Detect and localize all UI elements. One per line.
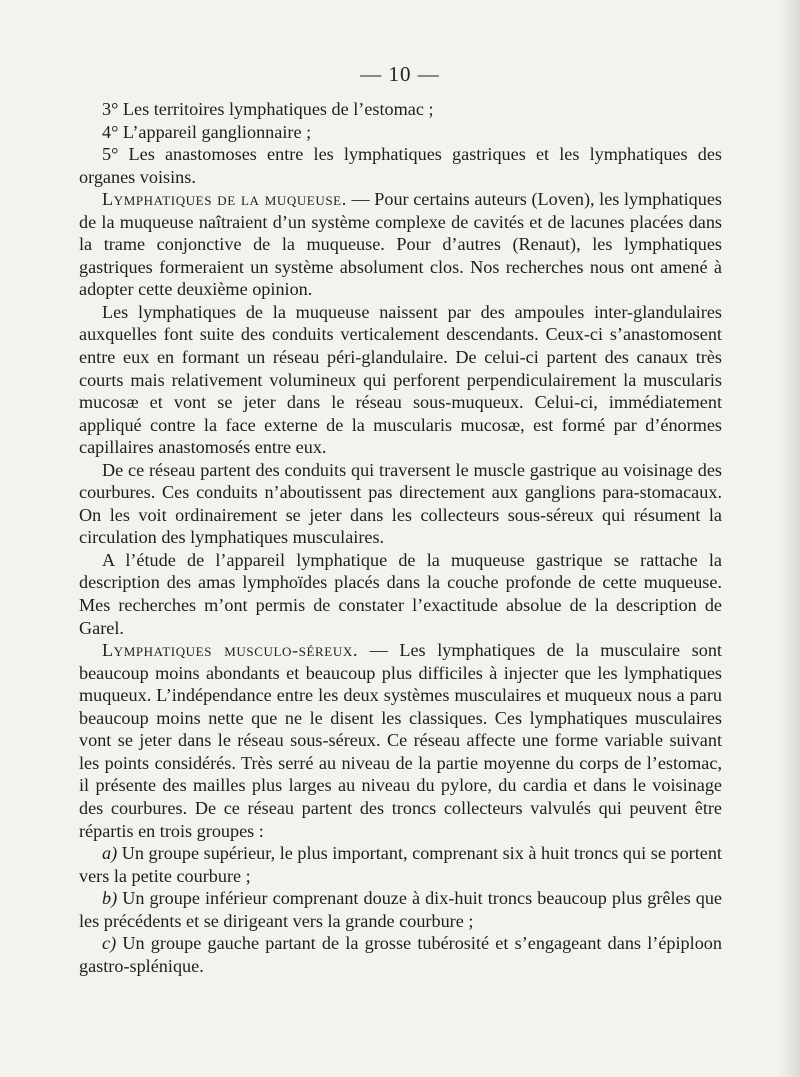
paragraph-origin: Les lymphatiques de la muqueuse naissent par des ampoules inter-glandulaires auxquelles font suite des conduits verticalement descendants. Ceux-ci s’anastomosent entre eux en formant un réseau péri-glandulaire. De celui-ci partent des canaux très courts mais relativement volumineux qui perforent perpendiculairement la muscularis mucosæ et vont se jeter dans le réseau sous-muqueux. Celui-ci, immédiatement appliqué contre la face externe de la muscularis mucosæ, est formé par d’énormes capillaires anastomosés entre eux. — [79, 301, 722, 458]
group-text: Un groupe inférieur comprenant douze à dix-huit troncs beaucoup plus grêles que les précédents et se dirigeant vers la grande courbure ; — [79, 888, 722, 931]
group-letter: a) — [102, 843, 118, 864]
group-item-a — [79, 842, 722, 887]
group-item-c — [79, 932, 722, 977]
page-number: — 10 — — [360, 62, 440, 86]
paragraph-lymphoid: A l’étude de l’appareil lymphatique de la muqueuse gastrique se rattache la description des amas lymphoïdes placés dans la couche profonde de cette muqueuse. Mes recherches m’ont permis de constater l’exactitude absolue de la description de Garel. — [79, 549, 722, 638]
page-edge-shadow — [778, 0, 800, 1077]
group-letter: c) — [102, 933, 117, 954]
group-item-b — [79, 887, 722, 932]
paragraph-muqueuse-intro — [79, 188, 722, 301]
group-text: Un groupe gauche partant de la grosse tubérosité et s’engageant dans l’épiploon gastro-splénique. — [79, 933, 722, 976]
paragraph-musculo-sereux-intro — [79, 639, 722, 842]
paragraph-text: — Pour certains auteurs (Loven), les lymphatiques de la muqueuse naîtraient d’un système complexe de cavités et de lacunes placées dans la trame conjonctive de la muqueuse. Pour d’autres (Renaut), les lymphatiques gastriques formeraient un système absolument clos. Nos recherches nous ont amené à adopter cette deuxième opinion. — [79, 189, 722, 300]
section-heading-musculo-sereux: Lymphatiques musculo-séreux. — [102, 640, 358, 661]
group-letter: b) — [102, 888, 118, 909]
list-item-3: 3° Les territoires lymphatiques de l’estomac ; — [102, 99, 434, 119]
list-item-5: 5° Les anastomoses entre les lymphatiques gastriques et les lymphatiques des organes voisins. — [79, 144, 722, 187]
group-text: Un groupe supérieur, le plus important, comprenant six à huit troncs qui se portent vers la petite courbure ; — [79, 843, 722, 886]
paragraph-conduits: De ce réseau partent des conduits qui traversent le muscle gastrique au voisinage des courbures. Ces conduits n’aboutissent pas directement aux ganglions para-stomacaux. On les voit ordinairement se jeter dans les collecteurs sous-séreux qui résument la circulation des lymphatiques musculaires. — [79, 459, 722, 548]
paragraph-text: — Les lymphatiques de la musculaire sont beaucoup moins abondants et beaucoup plus difficiles à injecter que les lymphatiques muqueux. L’indépendance entre les deux systèmes musculaires et muqueux nous a paru beaucoup moins nette que ne le disent les classiques. Ces lymphatiques musculaires vont se jeter dans le réseau sous-séreux. Ce réseau affecte une forme variable suivant les points considérés. Très serré au niveau de la partie moyenne du corps de l’estomac, il présente des mailles plus larges au niveau du pylore, du cardia et dans le voisinage des courbures. De ce réseau partent des troncs collecteurs valvulés qui peuvent être répartis en trois groupes : — [79, 640, 722, 841]
body-text — [79, 98, 722, 977]
section-heading-muqueuse: Lymphatiques de la muqueuse. — [102, 189, 347, 210]
list-item-4: 4° L’appareil ganglionnaire ; — [102, 121, 312, 142]
